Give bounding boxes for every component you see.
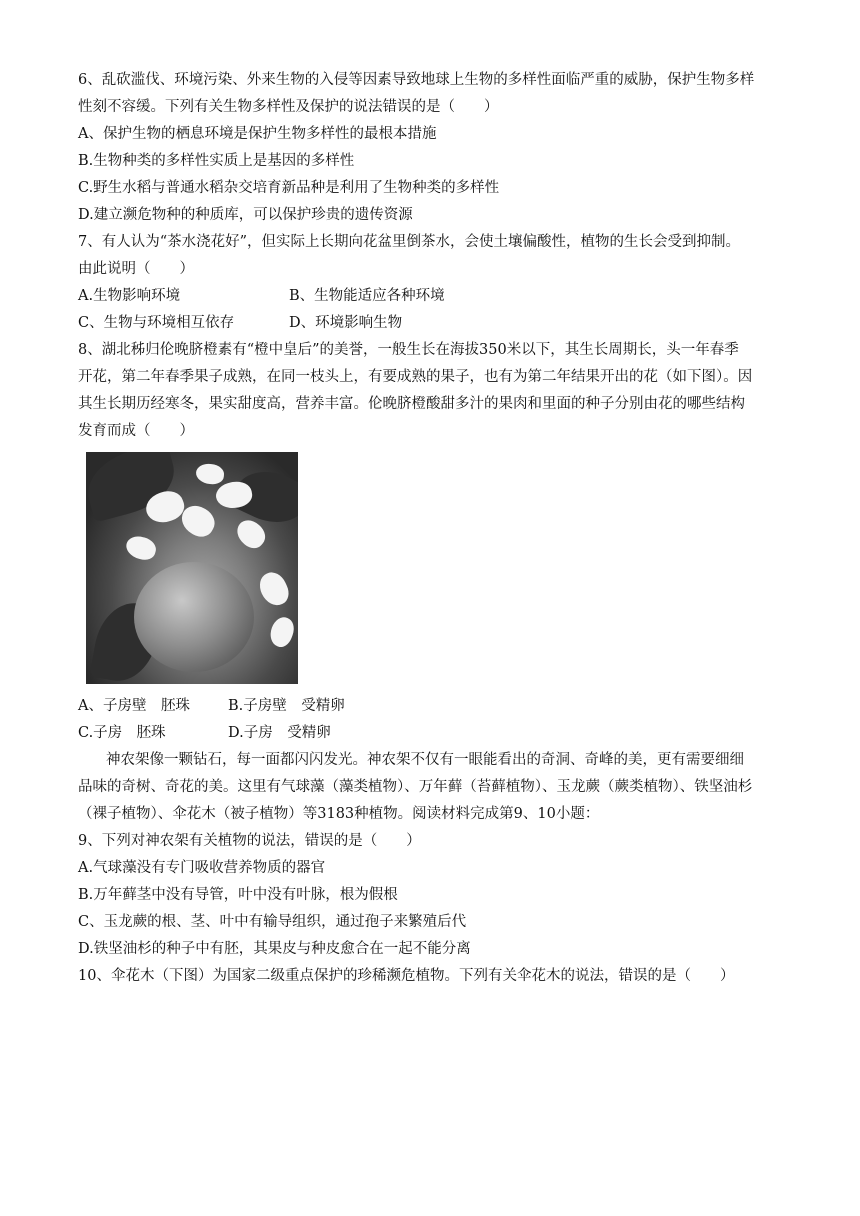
q6-option-d: D.建立濒危物种的种质库，可以保护珍贵的遗传资源 — [78, 207, 413, 223]
q6-stem-line2: 性刻不容缓。下列有关生物多样性及保护的说法错误的是（ ） — [78, 99, 499, 115]
q8-stem-line3: 其生长期历经寒冬，果实甜度高，营养丰富。伦晚脐橙酸甜多汁的果肉和里面的种子分别由花的哪些结构 — [78, 396, 745, 412]
q8-stem-line2: 开花，第二年春季果子成熟，在同一枝头上，有要成熟的果子，也有为第二年结果开出的花（如下图）。因 — [78, 369, 753, 385]
q10-stem: 10、伞花木（下图）为国家二级重点保护的珍稀濒危植物。下列有关伞花木的说法，错误的是（ ） — [78, 968, 735, 984]
q6-option-a: A、保护生物的栖息环境是保护生物多样性的最根本措施 — [78, 126, 437, 142]
q9-stem: 9、下列对神农架有关植物的说法，错误的是（ ） — [78, 833, 421, 849]
q8-stem-line4: 发育而成（ ） — [78, 423, 194, 439]
q7-option-c: C、生物与环境相互依存 — [78, 315, 235, 331]
passage-line1: 神农架像一颗钻石，每一面都闪闪发光。神农架不仅有一眼能看出的奇洞、奇峰的美，更有需要细细 — [106, 752, 744, 768]
q7-stem-line1: 7、有人认为“茶水浇花好”，但实际上长期向花盆里倒茶水，会使土壤偏酸性，植物的生长会受到抑制。 — [78, 234, 741, 250]
q7-stem-line2: 由此说明（ ） — [78, 261, 194, 277]
q6-option-b: B.生物种类的多样性实质上是基因的多样性 — [78, 153, 355, 169]
orange-flower-photo — [86, 452, 298, 684]
q8-stem-line1: 8、湖北秭归伦晚脐橙素有“橙中皇后”的美誉，一般生长在海拔350米以下，其生长周期长，头一年春季 — [78, 342, 739, 358]
q8-option-c: C.子房 胚珠 — [78, 725, 166, 741]
q7-option-a: A.生物影响环境 — [78, 288, 181, 304]
q7-option-b: B、生物能适应各种环境 — [289, 288, 445, 304]
q7-option-d: D、环境影响生物 — [289, 315, 403, 331]
q9-option-d: D.铁坚油杉的种子中有胚，其果皮与种皮愈合在一起不能分离 — [78, 941, 471, 957]
q6-option-c: C.野生水稻与普通水稻杂交培育新品种是利用了生物种类的多样性 — [78, 180, 500, 196]
passage-line2: 品味的奇树、奇花的美。这里有气球藻（藻类植物）、万年藓（苔藓植物）、玉龙蕨（蕨类植物）、铁坚油杉 — [78, 779, 753, 795]
q8-option-b: B.子房壁 受精卵 — [228, 698, 345, 714]
passage-line3: （裸子植物）、伞花木（被子植物）等3183种植物。阅读材料完成第9、10小题： — [78, 806, 600, 822]
q8-option-d: D.子房 受精卵 — [228, 725, 331, 741]
q6-stem-line1: 6、乱砍滥伐、环境污染、外来生物的入侵等因素导致地球上生物的多样性面临严重的威胁，保护生物多样 — [78, 72, 755, 88]
q8-option-a: A、子房壁 胚珠 — [78, 698, 190, 714]
q9-option-c: C、玉龙蕨的根、茎、叶中有输导组织，通过孢子来繁殖后代 — [78, 914, 467, 930]
q9-option-b: B.万年藓茎中没有导管，叶中没有叶脉，根为假根 — [78, 887, 398, 903]
q9-option-a: A.气球藻没有专门吸收营养物质的器官 — [78, 860, 326, 876]
